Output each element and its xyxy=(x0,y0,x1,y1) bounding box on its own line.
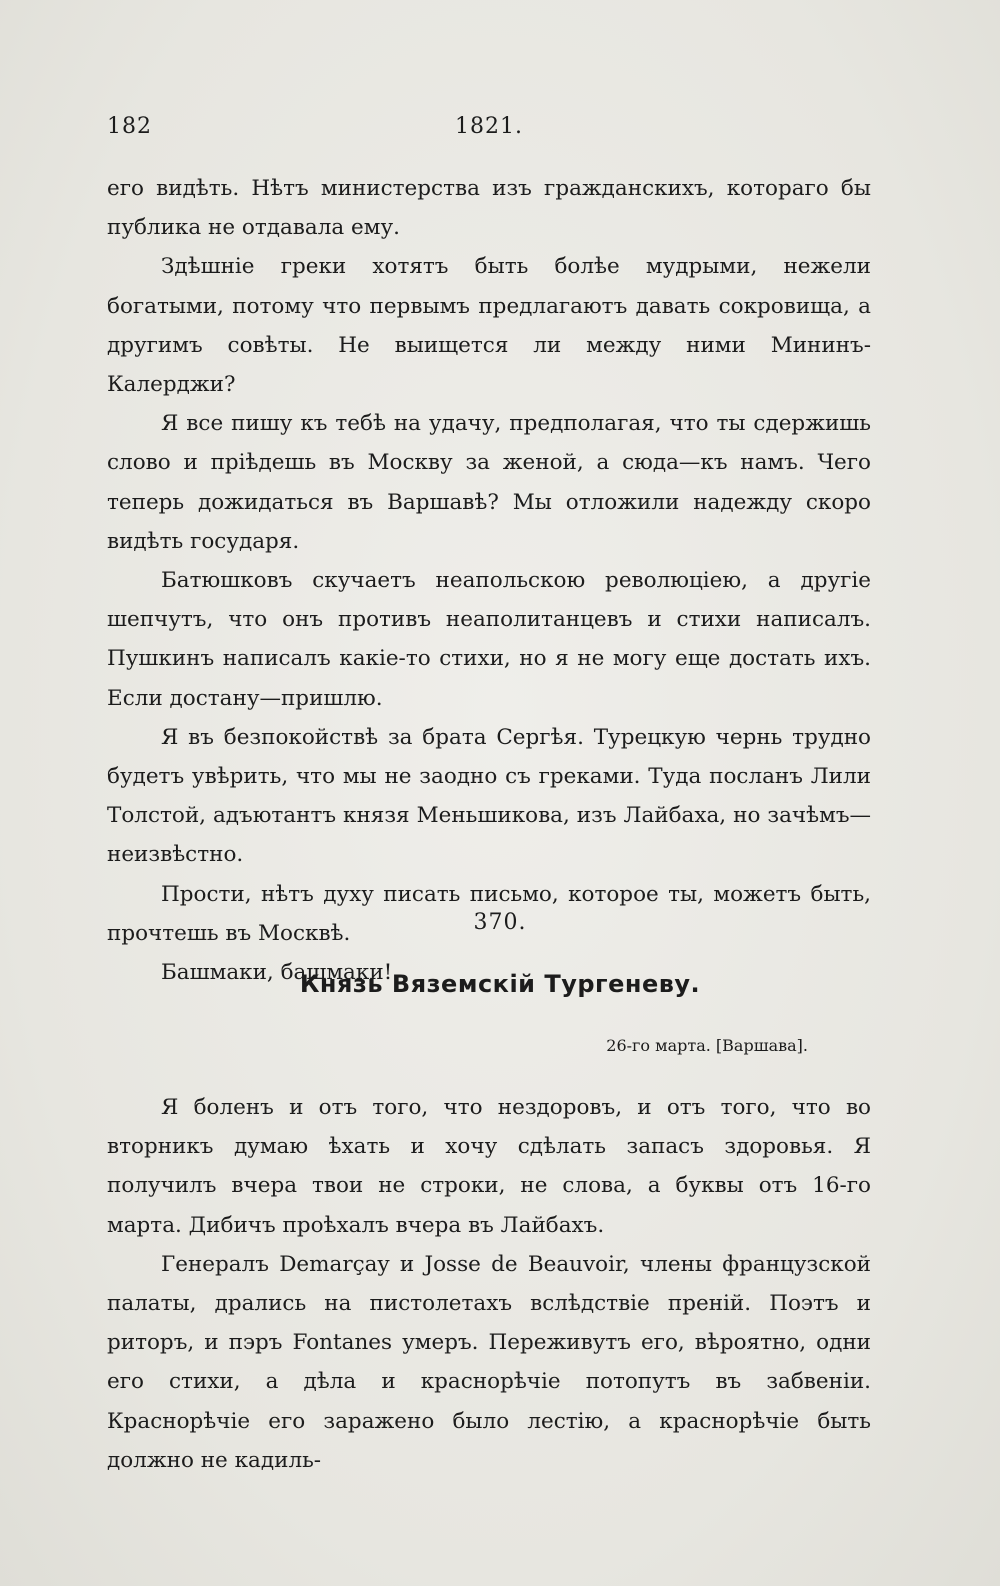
paragraph: Я все пишу къ тебѣ на удачу, предполагая, что ты сдержишь слово и пріѣдешь въ Москву за женой, а сюда—къ намъ. Чего теперь дожидаться въ Варшавѣ? Мы отложили надежду скоро видѣть государя. xyxy=(107,411,871,554)
running-year: 1821. xyxy=(455,114,523,139)
running-header xyxy=(107,114,867,146)
paragraph: Здѣшніе греки хотятъ быть болѣе мудрыми, нежели богатыми, потому что первымъ предлагаютъ давать сокровища, а другимъ совѣты. Не выищется ли между ними Мининъ-Калерджи? xyxy=(107,254,871,398)
letter-title: Князь Вяземскій Тургеневу. xyxy=(299,970,701,998)
letter-number: 370. xyxy=(473,910,527,935)
paragraph: Я въ безпокойствѣ за брата Сергѣя. Турецкую чернь трудно будетъ увѣрить, что мы не заодно съ греками. Туда посланъ Лили Толстой, адъютантъ князя Меньшикова, изъ Лайбаха, но зачѣмъ—неизвѣстно. xyxy=(107,724,871,868)
paragraph: Прости, нѣтъ духу писать письмо, которое ты, можетъ быть, прочтешь въ Москвѣ. xyxy=(107,881,871,946)
letter-date: 26-го марта. [Варшава]. xyxy=(606,1036,808,1055)
paragraph: Башмаки, башмаки! xyxy=(161,960,393,986)
paragraph: Я боленъ и отъ того, что нездоровъ, и отъ того, что во вторникъ думаю ѣхать и хочу сдѣлать запасъ здоровья. Я получилъ вчера твои не строки, не слова, а буквы отъ 16-го марта. Дибичъ проѣхалъ вчера въ Лайбахъ. xyxy=(107,1095,871,1238)
page-number: 182 xyxy=(107,114,152,139)
paragraph: Батюшковъ скучаетъ неапольскою революціею, а другіе шепчутъ, что онъ противъ неаполитанцевъ и стихи написалъ. Пушкинъ написалъ какіе-то стихи, но я не могу еще достать ихъ. Если достану—пришлю. xyxy=(107,568,871,711)
letter-body xyxy=(107,1088,871,1480)
previous-letter-ending xyxy=(107,169,871,992)
paragraph: Генералъ Demarçay и Josse de Beauvoir, члены французской палаты, дрались на пистолетахъ вслѣдствіе преній. Поэтъ и риторъ, и пэръ Fontanes умеръ. Переживутъ его, вѣроятно, одни его стихи, а дѣла и краснорѣчіе потопутъ въ забвеніи. Краснорѣчіе его заражено было лестію, а краснорѣчіе быть должно не кадиль- xyxy=(107,1251,871,1473)
paragraph: его видѣть. Нѣтъ министерства изъ гражданскихъ, котораго бы публика не отдавала ему. xyxy=(107,176,871,241)
